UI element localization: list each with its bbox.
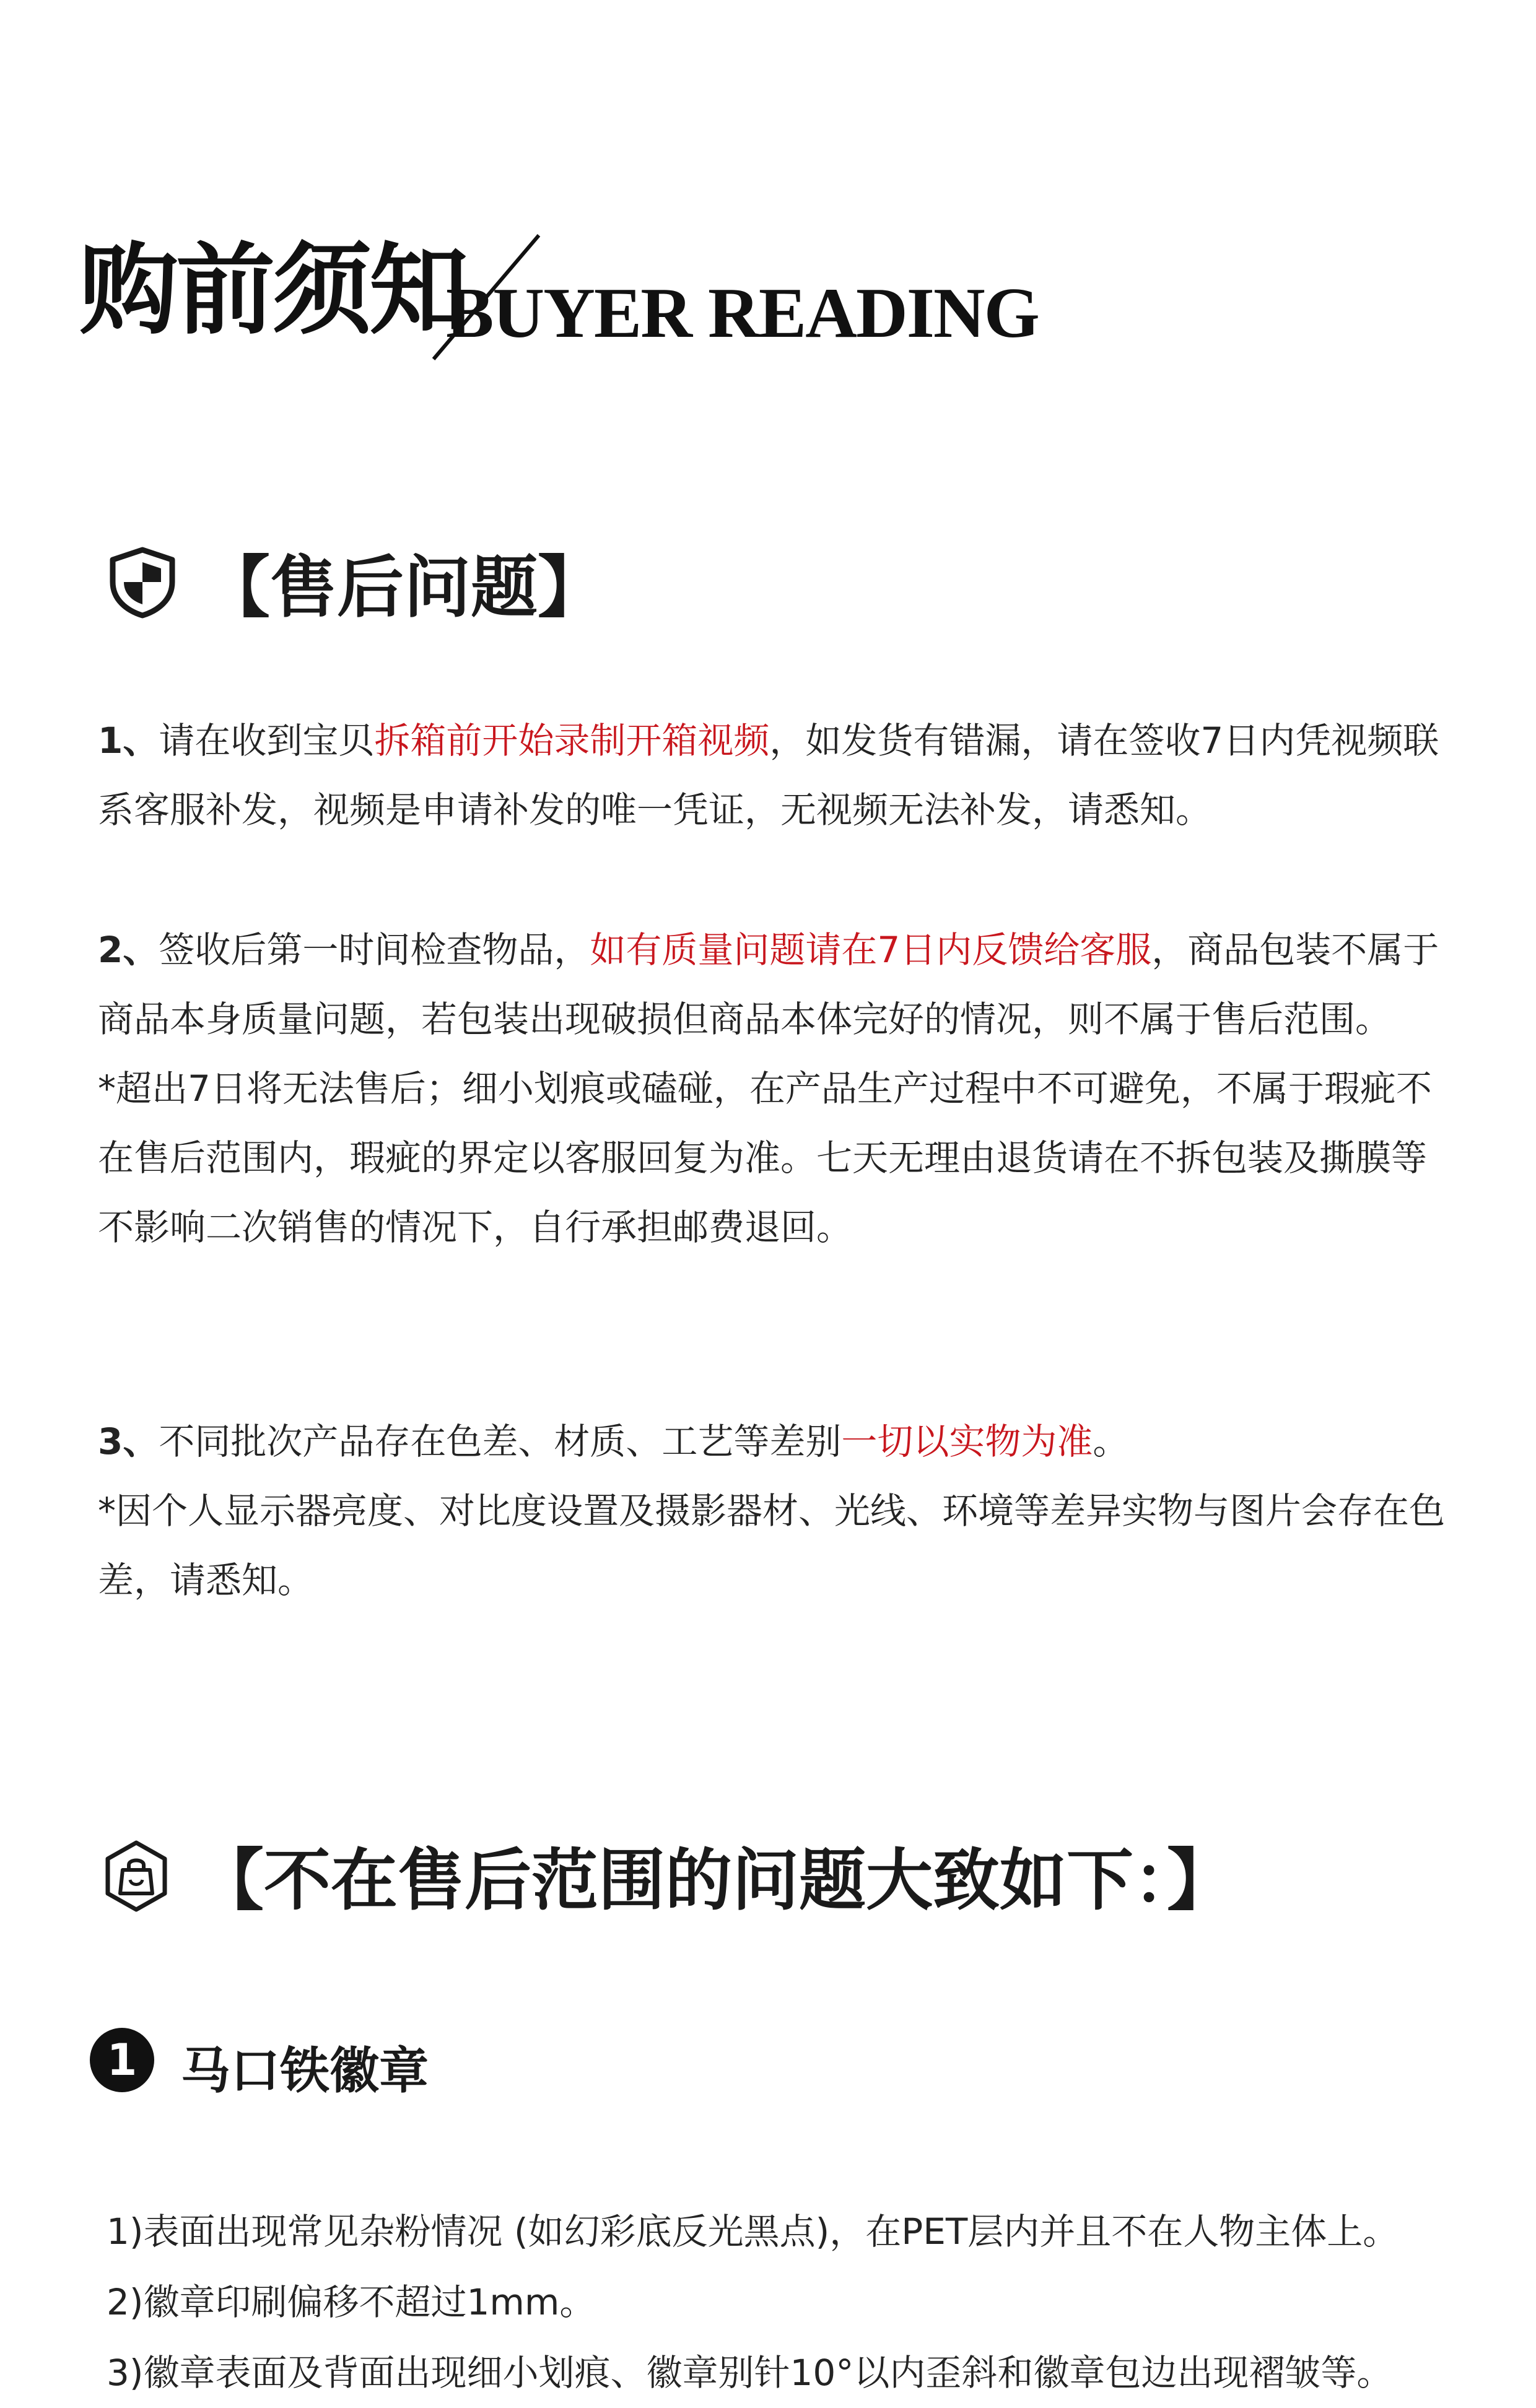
page-title-cn: 购前须知 bbox=[79, 232, 466, 348]
badge-issue-list bbox=[107, 2196, 1506, 2408]
paragraph-3-text-b: 。 bbox=[1093, 1420, 1129, 1463]
paragraph-2-text-a: 签收后第一时间检查物品， bbox=[159, 929, 590, 971]
list-item: 2)徽章印刷偏移不超过1mm。 bbox=[107, 2281, 596, 2323]
paragraph-2-number: 2、 bbox=[98, 929, 159, 971]
paragraph-1-number: 1、 bbox=[98, 719, 159, 762]
section-title-after-sales: 【售后问题】 bbox=[203, 549, 605, 627]
list-item: 3)徽章表面及背面出现细小划痕、徽章别针10°以内歪斜和徽章包边出现褶皱等。 bbox=[107, 2352, 1393, 2394]
list-item: 1)表面出现常见杂粉情况 (如幻彩底反光黑点)，在PET层内并且不在人物主体上。 bbox=[107, 2210, 1399, 2253]
paragraph-2-text-b: ，商品包装不属于商品本身质量问题，若包装出现破损但商品本体完好的情况，则不属于售后范围。 bbox=[98, 929, 1439, 1040]
paragraph-1-text-b: ，如发货有错漏，请在签收7日内凭视频联系客服补发，视频是申请补发的唯一凭证，无视频无法补发，请悉知。 bbox=[98, 719, 1439, 831]
paragraph-3 bbox=[98, 1407, 1448, 1615]
shopping-bag-icon bbox=[99, 1839, 173, 1913]
section-title-out-of-scope: 【不在售后范围的问题大致如下：】 bbox=[197, 1841, 1234, 1919]
paragraph-1-text-a: 请在收到宝贝 bbox=[159, 719, 375, 762]
paragraph-3-note: *因个人显示器亮度、对比度设置及摄影器材、光线、环境等差异实物与图片会存在色差，请悉知。 bbox=[98, 1490, 1446, 1601]
paragraph-3-highlight: 一切以实物为准 bbox=[841, 1420, 1093, 1463]
subsection-title: 马口铁徽章 bbox=[181, 2042, 429, 2100]
paragraph-2 bbox=[98, 915, 1448, 1262]
shield-icon bbox=[105, 545, 180, 619]
paragraph-2-note: *超出7日将无法售后；细小划痕或磕碰，在产品生产过程中不可避免，不属于瑕疵不在售后范围内，瑕疵的界定以客服回复为准。七天无理由退货请在不拆包装及撕膜等不影响二次销售的情况下，自行承担邮费退回。 bbox=[98, 1067, 1432, 1248]
paragraph-3-number: 3、 bbox=[98, 1420, 159, 1463]
paragraph-2-highlight: 如有质量问题请在7日内反馈给客服 bbox=[590, 929, 1152, 971]
paragraph-1 bbox=[98, 706, 1448, 845]
paragraph-1-highlight: 拆箱前开始录制开箱视频 bbox=[374, 719, 770, 762]
subsection-number-badge: 1 bbox=[90, 2028, 154, 2092]
paragraph-3-text-a: 不同批次产品存在色差、材质、工艺等差别 bbox=[159, 1420, 842, 1463]
page-title-en: BUYER READING bbox=[446, 274, 1039, 353]
